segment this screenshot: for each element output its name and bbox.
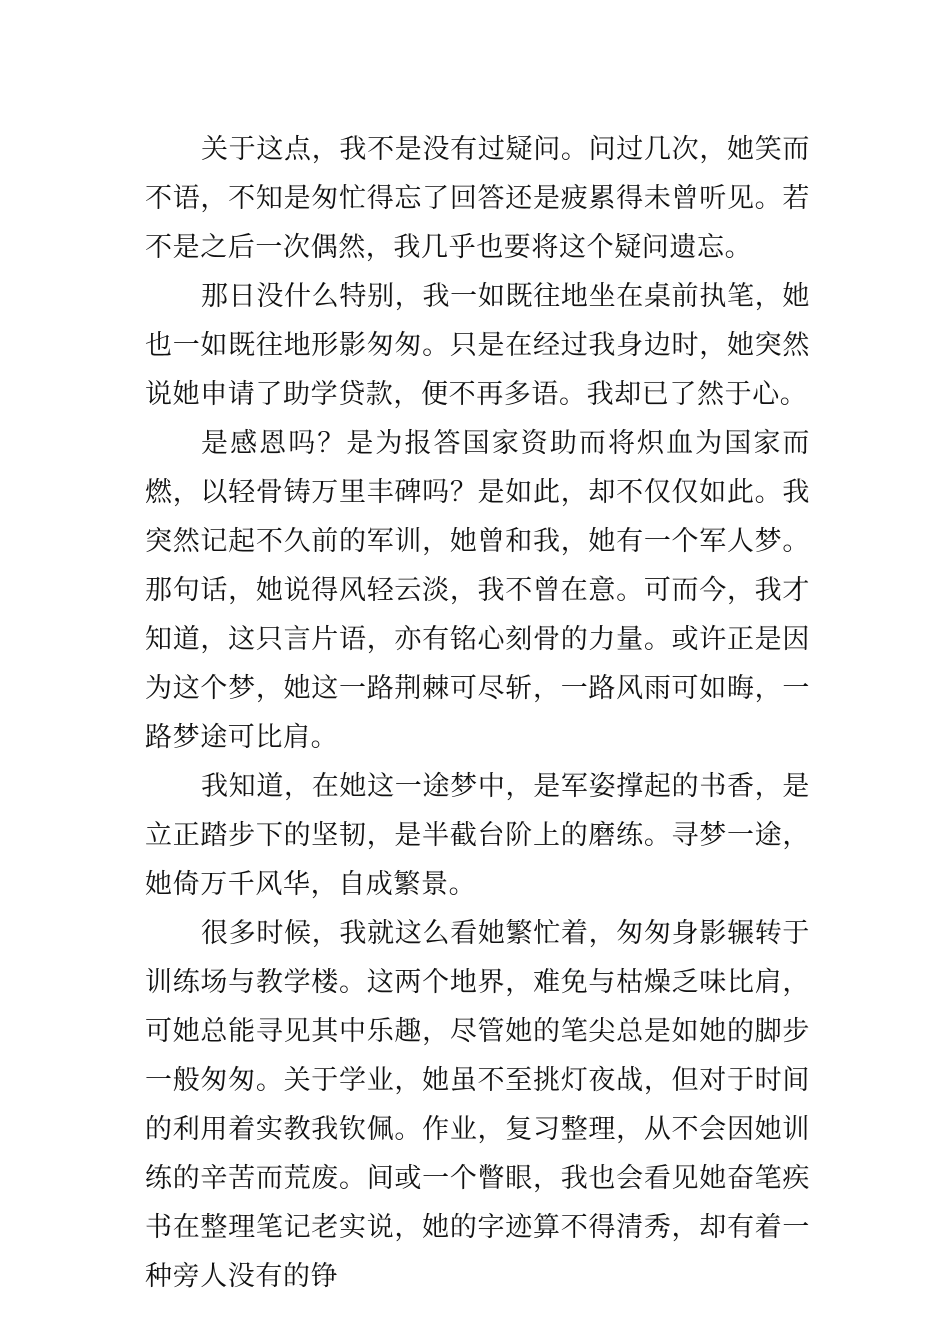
paragraph-3: 是感恩吗？是为报答国家资助而将炽血为国家而燃，以轻骨铸万里丰碑吗？是如此，却不仅仅如此。我突然记起不久前的军训，她曾和我，她有一个军人梦。那句话，她说得风轻云淡，我不曾在意。可而今，我才知道，这只言片语，亦有铭心刻骨的力量。或许正是因为这个梦，她这一路荆棘可尽斩，一路风雨可如晦，一路梦途可比肩。 — [145, 428, 810, 753]
paragraph-4: 我知道，在她这一途梦中，是军姿撑起的书香，是立正踏步下的坚韧，是半截台阶上的磨练。寻梦一途，她倚万千风华，自成繁景。 — [145, 771, 810, 900]
paragraph-2: 那日没什么特别，我一如既往地坐在桌前执笔，她也一如既往地形影匆匆。只是在经过我身边时，她突然说她申请了助学贷款，便不再多语。我却已了然于心。 — [145, 281, 810, 410]
paragraph-1: 关于这点，我不是没有过疑问。问过几次，她笑而不语，不知是匆忙得忘了回答还是疲累得未曾听见。若不是之后一次偶然，我几乎也要将这个疑问遗忘。 — [145, 134, 810, 263]
paragraph-5: 很多时候，我就这么看她繁忙着，匆匆身影辗转于训练场与教学楼。这两个地界，难免与枯燥乏味比肩，可她总能寻见其中乐趣，尽管她的笔尖总是如她的脚步一般匆匆。关于学业，她虽不至挑灯夜战，但对于时间的利用着实教我钦佩。作业，复习整理，从不会因她训练的辛苦而荒废。间或一个瞥眼，我也会看见她奋笔疾书在整理笔记老实说，她的字迹算不得清秀，却有着一种旁人没有的铮 — [145, 918, 810, 1292]
document-body — [145, 125, 810, 1301]
